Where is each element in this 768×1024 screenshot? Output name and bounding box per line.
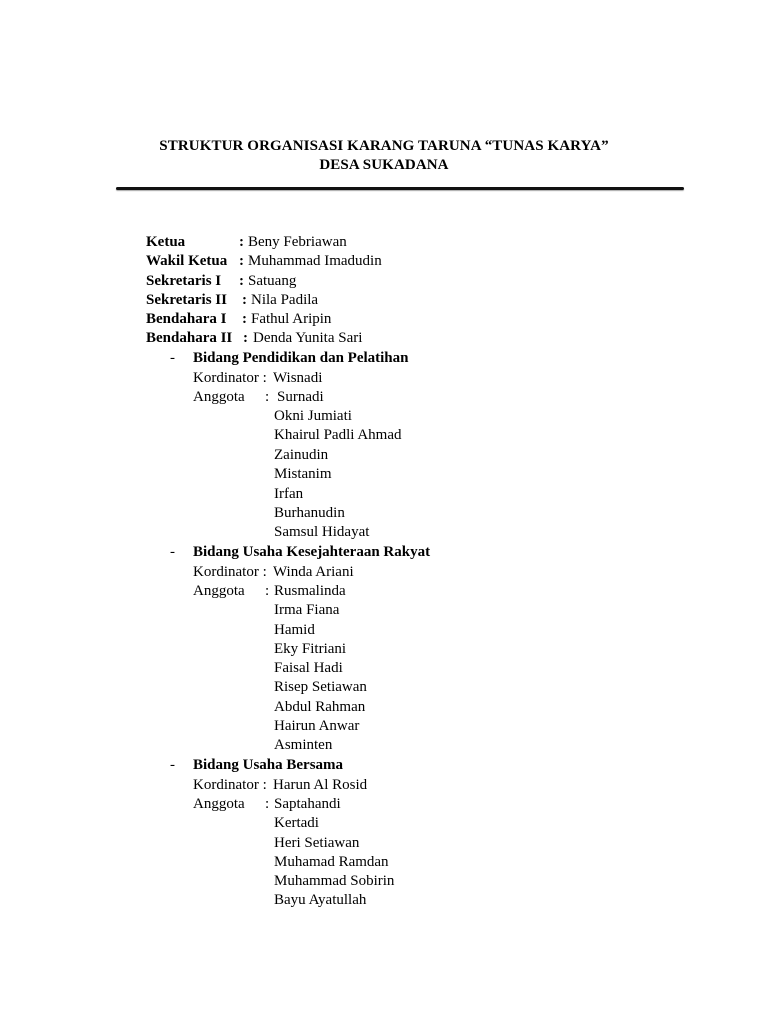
member-name: Burhanudin (274, 505, 345, 521)
coordinator-name: Winda Ariani (273, 564, 354, 580)
officer-role: Bendahara II (146, 330, 233, 346)
member-name: Saptahandi (274, 796, 341, 812)
officer-name: Fathul Aripin (251, 311, 332, 327)
division-heading: Bidang Usaha Kesejahteraan Rakyat (193, 544, 431, 560)
officer-separator: : (239, 273, 244, 289)
member-name: Irma Fiana (274, 602, 340, 618)
division-heading: Bidang Pendidikan dan Pelatihan (193, 350, 409, 366)
member-name: Hairun Anwar (274, 718, 360, 734)
officer-name: Muhammad Imadudin (248, 253, 382, 269)
officer-name: Nila Padila (251, 292, 319, 308)
division-bullet: - (170, 544, 175, 560)
member-name: Samsul Hidayat (274, 524, 370, 540)
division-bullet: - (170, 350, 175, 366)
member-name: Hamid (274, 622, 315, 638)
coordinator-label: Kordinator : (193, 564, 267, 580)
member-name: Irfan (274, 486, 304, 502)
officer-name: Beny Febriawan (248, 234, 347, 250)
member-name: Faisal Hadi (274, 660, 343, 676)
document-subtitle: DESA SUKADANA (319, 157, 449, 173)
officer-separator: : (242, 311, 247, 327)
members-label: Anggota (193, 796, 245, 812)
member-name: Kertadi (274, 815, 319, 831)
officer-separator: : (239, 234, 244, 250)
officer-name: Satuang (248, 273, 297, 289)
coordinator-label: Kordinator : (193, 370, 267, 386)
officer-separator: : (239, 253, 244, 269)
officer-role: Sekretaris I (146, 273, 222, 289)
officer-name: Denda Yunita Sari (253, 330, 363, 346)
member-name: Mistanim (274, 466, 332, 482)
officer-row (146, 252, 446, 271)
member-name: Heri Setiawan (274, 835, 360, 851)
officer-separator: : (243, 330, 248, 346)
member-name: Surnadi (277, 389, 324, 405)
officer-separator: : (242, 292, 247, 308)
member-name: Asminten (274, 737, 333, 753)
officer-row (146, 233, 446, 252)
members-separator: : (265, 583, 270, 599)
officer-row (146, 291, 446, 310)
members-label: Anggota (193, 389, 245, 405)
members-separator: : (265, 389, 270, 405)
officer-row (146, 329, 446, 348)
officer-row (146, 310, 446, 329)
member-name: Zainudin (274, 447, 329, 463)
member-name: Eky Fitriani (274, 641, 347, 657)
member-name: Bayu Ayatullah (274, 892, 367, 908)
members-label: Anggota (193, 583, 245, 599)
member-name: Rusmalinda (274, 583, 346, 599)
officer-role: Ketua (146, 234, 186, 250)
officer-role: Bendahara I (146, 311, 227, 327)
member-name: Khairul Padli Ahmad (274, 427, 402, 443)
member-name: Okni Jumiati (274, 408, 352, 424)
member-name: Risep Setiawan (274, 679, 367, 695)
member-name: Abdul Rahman (274, 699, 366, 715)
member-name: Muhammad Sobirin (274, 873, 395, 889)
officer-role: Sekretaris II (146, 292, 227, 308)
officer-role: Wakil Ketua (146, 253, 228, 269)
division-bullet: - (170, 757, 175, 773)
members-separator: : (265, 796, 270, 812)
document-title: STRUKTUR ORGANISASI KARANG TARUNA “TUNAS KARYA” (159, 138, 609, 154)
division-heading: Bidang Usaha Bersama (193, 757, 344, 773)
title-divider (116, 187, 684, 190)
coordinator-name: Harun Al Rosid (273, 777, 368, 793)
coordinator-label: Kordinator : (193, 777, 267, 793)
coordinator-name: Wisnadi (273, 370, 323, 386)
member-name: Muhamad Ramdan (274, 854, 389, 870)
officer-row (146, 272, 446, 291)
